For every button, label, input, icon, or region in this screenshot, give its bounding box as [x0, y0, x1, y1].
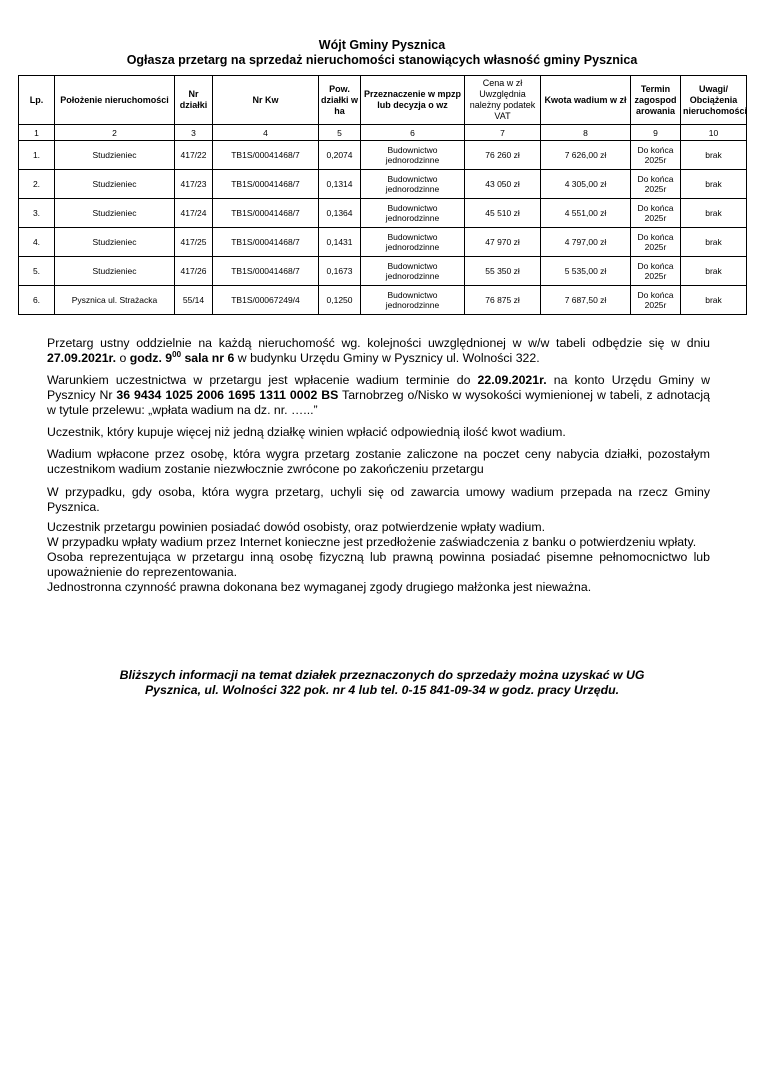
cell-plot: 417/25	[175, 228, 213, 257]
cell-lp: 4.	[19, 228, 55, 257]
paragraph-deposit-return: Wadium wpłacone przez osobę, która wygra przetarg zostanie zaliczone na poczet ceny nabycia działki, pozostałym uczestnikom wadium zostanie niezwłocznie zwrócone po zakończeniu przetargu	[47, 447, 710, 476]
paragraph-requirements	[47, 520, 710, 595]
cell-lp: 1.	[19, 141, 55, 170]
cell-purpose: Budownictwo jednorodzinne	[361, 199, 465, 228]
cell-notes: brak	[681, 141, 747, 170]
paragraph-deposit-forfeit: W przypadku, gdy osoba, która wygra przetarg, uchyli się od zawarcia umowy wadium przepada na rzecz Gminy Pysznica.	[47, 485, 710, 514]
cell-notes: brak	[681, 199, 747, 228]
cell-plot: 417/26	[175, 257, 213, 286]
cell-purpose: Budownictwo jednorodzinne	[361, 228, 465, 257]
cell-kw: TB1S/00041468/7	[213, 257, 319, 286]
requirement-line: W przypadku wpłaty wadium przez Internet konieczne jest przedłożenie zaświadczenia z banku o potwierdzeniu wpłaty.	[47, 535, 697, 549]
column-number: 1	[19, 125, 55, 141]
cell-area: 0,1431	[319, 228, 361, 257]
cell-price: 43 050 zł	[465, 170, 541, 199]
requirement-line: Jednostronna czynność prawna dokonana bez wymaganej zgody drugiego małżonka jest nieważna.	[47, 580, 592, 594]
table-row	[19, 228, 747, 257]
contact-line: Pysznica, ul. Wolności 322 pok. nr 4 lub tel. 0-15 841-09-34 w godz. pracy Urzędu.	[144, 683, 620, 697]
cell-kw: TB1S/00041468/7	[213, 228, 319, 257]
p2-text: Warunkiem uczestnictwa w przetargu jest wpłacenie wadium terminie do	[47, 373, 478, 387]
auction-date: 27.09.2021r.	[47, 351, 117, 365]
col-header-notes: Uwagi/ Obciążenia nieruchomości	[681, 76, 747, 125]
col-header-deposit: Kwota wadium w zł	[541, 76, 631, 125]
table-row	[19, 199, 747, 228]
cell-area: 0,1364	[319, 199, 361, 228]
col-header-lp: Lp.	[19, 76, 55, 125]
cell-deadline: Do końca 2025r	[631, 257, 681, 286]
cell-price: 45 510 zł	[465, 199, 541, 228]
cell-lp: 5.	[19, 257, 55, 286]
cell-location: Studzieniec	[55, 199, 175, 228]
column-number: 5	[319, 125, 361, 141]
p1-text: w budynku Urzędu Gminy w Pysznicy ul. Wolności 322.	[234, 351, 540, 365]
table-row	[19, 170, 747, 199]
cell-plot: 417/23	[175, 170, 213, 199]
table-row	[19, 141, 747, 170]
cell-notes: brak	[681, 286, 747, 315]
cell-location: Studzieniec	[55, 141, 175, 170]
cell-deposit: 7 687,50 zł	[541, 286, 631, 315]
contact-info	[47, 668, 717, 698]
cell-lp: 3.	[19, 199, 55, 228]
column-number: 3	[175, 125, 213, 141]
cell-deposit: 4 305,00 zł	[541, 170, 631, 199]
document-title: Wójt Gminy Pysznica	[318, 38, 446, 52]
table-row	[19, 286, 747, 315]
column-number: 8	[541, 125, 631, 141]
paragraph-auction-date	[47, 336, 710, 366]
cell-kw: TB1S/00041468/7	[213, 141, 319, 170]
table-header-row	[19, 76, 747, 125]
cell-area: 0,1250	[319, 286, 361, 315]
cell-purpose: Budownictwo jednorodzinne	[361, 286, 465, 315]
cell-deadline: Do końca 2025r	[631, 228, 681, 257]
cell-area: 0,1673	[319, 257, 361, 286]
requirement-line: Uczestnik przetargu powinien posiadać dowód osobisty, oraz potwierdzenie wpłaty wadium.	[47, 520, 546, 534]
auction-hour: godz. $9^{00}$ sala nr 6	[129, 349, 235, 365]
cell-price: 76 875 zł	[465, 286, 541, 315]
col-header-area: Pow. działki w ha	[319, 76, 361, 125]
column-number: 10	[681, 125, 747, 141]
p1-text: o	[116, 351, 130, 365]
cell-deposit: 4 551,00 zł	[541, 199, 631, 228]
contact-line: Bliższych informacji na temat działek przeznaczonych do sprzedaży można uzyskać w UG	[119, 668, 645, 682]
cell-deadline: Do końca 2025r	[631, 141, 681, 170]
column-number: 6	[361, 125, 465, 141]
column-number: 9	[631, 125, 681, 141]
cell-notes: brak	[681, 257, 747, 286]
cell-deposit: 7 626,00 zł	[541, 141, 631, 170]
paragraph-multiple-plots: Uczestnik, który kupuje więcej niż jedną działkę winien wpłacić odpowiednią ilość kwot wadium.	[47, 425, 566, 439]
col-header-kw: Nr Kw	[213, 76, 319, 125]
cell-deposit: 4 797,00 zł	[541, 228, 631, 257]
cell-price: 55 350 zł	[465, 257, 541, 286]
cell-lp: 2.	[19, 170, 55, 199]
column-number: 7	[465, 125, 541, 141]
cell-deposit: 5 535,00 zł	[541, 257, 631, 286]
cell-notes: brak	[681, 228, 747, 257]
col-header-purpose: Przeznaczenie w mpzp lub decyzja o wz	[361, 76, 465, 125]
cell-plot: 55/14	[175, 286, 213, 315]
p2-text: na konto Urzędu Gminy w Pysznicy Nr	[47, 373, 710, 402]
properties-table	[18, 75, 747, 315]
cell-lp: 6.	[19, 286, 55, 315]
col-header-deadline: Termin zagospod arowania	[631, 76, 681, 125]
cell-purpose: Budownictwo jednorodzinne	[361, 257, 465, 286]
cell-deadline: Do końca 2025r	[631, 199, 681, 228]
requirement-line: Osoba reprezentująca w przetargu inną osobę fizyczną lub prawną powinna posiadać pisemne pełnomocnictwo lub upoważnienie do reprezentowania.	[47, 550, 710, 579]
cell-location: Studzieniec	[55, 170, 175, 199]
cell-plot: 417/22	[175, 141, 213, 170]
cell-deadline: Do końca 2025r	[631, 170, 681, 199]
cell-area: 0,2074	[319, 141, 361, 170]
column-number-row	[19, 125, 747, 141]
cell-purpose: Budownictwo jednorodzinne	[361, 141, 465, 170]
cell-kw: TB1S/00041468/7	[213, 199, 319, 228]
paragraph-deposit	[47, 373, 710, 418]
cell-kw: TB1S/00041468/7	[213, 170, 319, 199]
table-row	[19, 257, 747, 286]
col-header-plot: Nr działki	[175, 76, 213, 125]
cell-location: Studzieniec	[55, 228, 175, 257]
cell-plot: 417/24	[175, 199, 213, 228]
p2-text: Tarnobrzeg o/Nisko w wysokości wymienionej w tabeli, z adnotacją w tytule przelewu: „wpłata wadium na dz. nr. …...”	[47, 388, 710, 417]
cell-area: 0,1314	[319, 170, 361, 199]
cell-location: Pysznica ul. Strażacka	[55, 286, 175, 315]
cell-notes: brak	[681, 170, 747, 199]
cell-kw: TB1S/00067249/4	[213, 286, 319, 315]
col-header-location: Położenie nieruchomości	[55, 76, 175, 125]
col-header-price: Cena w zł Uwzględnia należny podatek VAT	[465, 76, 541, 125]
cell-price: 47 970 zł	[465, 228, 541, 257]
cell-deadline: Do końca 2025r	[631, 286, 681, 315]
cell-location: Studzieniec	[55, 257, 175, 286]
p1-text: Przetarg ustny oddzielnie na każdą nieruchomość wg. kolejności uwzględnionej w w/w tabeli odbędzie się w dniu	[47, 336, 710, 350]
bank-account-number: 36 9434 1025 2006 1695 1311 0002 BS	[116, 388, 339, 402]
column-number: 2	[55, 125, 175, 141]
cell-purpose: Budownictwo jednorodzinne	[361, 170, 465, 199]
column-number: 4	[213, 125, 319, 141]
cell-price: 76 260 zł	[465, 141, 541, 170]
deposit-deadline: 22.09.2021r.	[477, 373, 547, 387]
document-subtitle: Ogłasza przetarg na sprzedaż nieruchomości stanowiących własność gminy Pysznica	[126, 53, 638, 67]
